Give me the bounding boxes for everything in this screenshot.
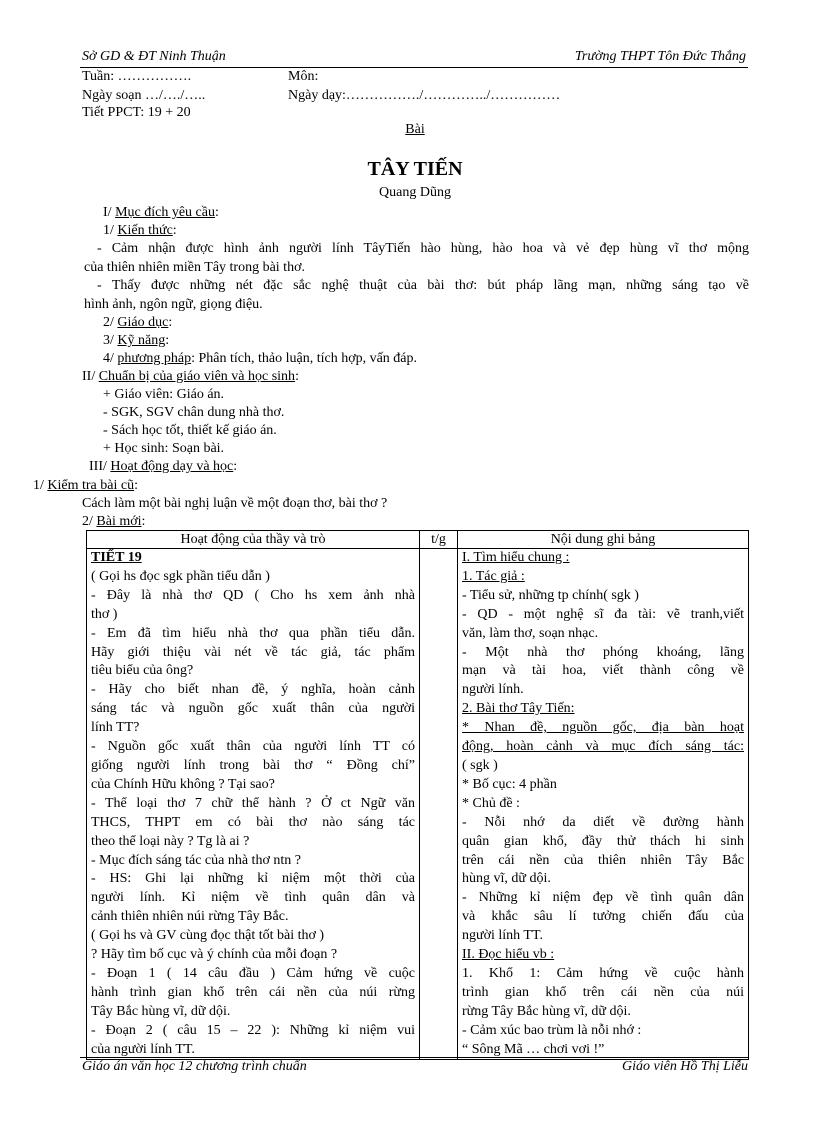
list-item: trình gian khổ trên cái nền của núi — [462, 984, 744, 1000]
prep-item-books: - SGK, SGV chân dung nhà thơ. — [103, 405, 285, 420]
info-week: Tuần: ……………. — [82, 69, 192, 84]
list-item: sáng tác và nguồn gốc xuất thân của người — [91, 701, 415, 717]
header-rule — [80, 67, 748, 68]
list-item: hùng vĩ, dữ dội. — [462, 871, 551, 887]
list-item: - Một nhà thơ phóng khoáng, lãng — [462, 644, 744, 660]
list-item: - Tiểu sử, những tp chính( sgk ) — [462, 587, 639, 603]
section-heading-overview: I. Tìm hiểu chung : — [462, 550, 570, 565]
header-board-content: Nội dung ghi bảng — [458, 531, 749, 549]
list-item: tiêu biểu của ông? — [91, 663, 194, 679]
knowledge-line-3: - Thấy được những nét đặc sắc nghệ thuật của bài thơ: bút pháp lãng mạn, những sáng tạo về — [97, 278, 749, 293]
lesson-table — [86, 530, 749, 1060]
list-item: - Cảm xúc bao trùm là nỗi nhớ : — [462, 1022, 642, 1038]
list-item: văn, làm thơ, soạn nhạc. — [462, 625, 599, 641]
method-line: 4/ phương pháp: Phân tích, thảo luận, tích hợp, vấn đáp. — [103, 351, 418, 366]
lesson-title: TÂY TIẾN — [367, 158, 463, 180]
list-item: - Nguồn gốc xuất thân của người lính TT có — [91, 739, 415, 755]
activities-cell — [87, 549, 420, 1060]
list-item: thơ ) — [91, 606, 118, 622]
knowledge-line-1: - Cảm nhận được hình ảnh người lính TâyTiến hào hùng, hào hoa và vẻ đẹp hùng vĩ thơ mộng — [97, 241, 749, 256]
list-item: người lính. Kỉ niệm về tình quân dân và — [91, 890, 415, 906]
list-item: của người lính TT. — [91, 1041, 195, 1057]
list-item: lính TT? — [91, 720, 140, 736]
info-prep-date: Ngày soạn …/…./….. — [82, 88, 206, 103]
list-item: - Đoạn 1 ( 14 câu đầu ) Cảm hứng về cuộc — [91, 965, 415, 981]
prep-item-student: + Học sinh: Soạn bài. — [103, 441, 225, 456]
list-item: “ Sông Mã … chơi vơi !” — [462, 1041, 605, 1057]
list-item: người lính. — [462, 682, 524, 698]
list-item: của Chính Hữu không ? Tại sao? — [91, 776, 275, 792]
list-item: - Mục đích sáng tác của nhà thơ ntn ? — [91, 852, 301, 868]
list-item: rừng Tây Bắc hùng vĩ, dữ dội. — [462, 1003, 631, 1019]
list-item: - Đoạn 2 ( câu 15 – 22 ): Những kỉ niệm vui — [91, 1022, 415, 1038]
info-period: Tiết PPCT: 19 + 20 — [82, 105, 191, 120]
list-item: - Thể loại thơ 7 chữ thể hành ? Ở ct Ngữ văn — [91, 795, 415, 811]
list-item: trên cái nền của thiên nhiên Tây Bắc — [462, 852, 744, 868]
list-item: - Em đã tìm hiểu nhà thơ qua phần tiểu dẫn. — [91, 625, 415, 641]
prep-heading: II/ Chuẩn bị của giáo viên và học sinh: — [82, 369, 299, 384]
list-item: Hãy giới thiệu vài nét về tác giả, tác phẩm — [91, 644, 415, 660]
objectives-heading: I/ Mục đích yêu cầu: — [103, 205, 219, 220]
footer-teacher: Giáo viên Hồ Thị Liễu — [622, 1059, 748, 1074]
list-item: theo thể loại này ? Tg là ai ? — [91, 833, 250, 849]
footer-course: Giáo án văn học 12 chương trình chuẩn — [82, 1059, 307, 1074]
activities-heading: III/ Hoạt động dạy và học: — [89, 459, 238, 474]
period-title: TIẾT 19 — [91, 550, 142, 565]
list-item: người lính TT. — [462, 928, 543, 944]
knowledge-line-2: của thiên nhiên miền Tây trong bài thơ. — [84, 260, 305, 275]
list-item: mạn và tài hoa, viết thành công về — [462, 663, 744, 679]
header-time: t/g — [420, 531, 458, 549]
board-content-cell — [458, 549, 749, 1060]
section-heading-reading: II. Đọc hiểu vb : — [462, 947, 555, 963]
header-school-name: Trường THPT Tôn Đức Thắng — [574, 49, 746, 64]
list-item: và khắc sâu lí tưởng chiến đấu của — [462, 909, 744, 925]
list-item: Tây Bắc hùng vĩ, dữ dội. — [91, 1003, 231, 1019]
table-row — [87, 549, 749, 1060]
list-item: * Nhan đề, nguồn gốc, địa bàn hoạt — [462, 720, 744, 736]
list-item: * Chủ đề : — [462, 795, 520, 811]
list-item: động, hoàn cảnh và mục đích sáng tác: — [462, 739, 744, 755]
list-item: - Những kỉ niệm đẹp về tình quân dân — [462, 890, 744, 906]
prep-item-materials: - Sách học tốt, thiết kế giáo án. — [103, 423, 277, 438]
list-item: - QD - một nghệ sĩ đa tài: vẽ tranh,viết — [462, 606, 744, 622]
subheading-author: 1. Tác giả : — [462, 568, 525, 584]
list-item: hành trình gian khổ trên cái nền của núi rừng — [91, 984, 415, 1000]
knowledge-line-4: hình ảnh, ngôn ngữ, giọng điệu. — [84, 297, 263, 312]
list-item: THCS, THPT em có bài thơ nào sáng tác — [91, 814, 415, 830]
subheading-poem: 2. Bài thơ Tây Tiến: — [462, 701, 575, 717]
list-item: - Hãy cho biết nhan đề, ý nghĩa, hoàn cảnh — [91, 682, 415, 698]
lesson-label: Bài — [405, 122, 425, 137]
review-question: Cách làm một bài nghị luận về một đoạn thơ, bài thơ ? — [82, 496, 388, 511]
list-item: - Đây là nhà thơ QD ( Cho hs xem ảnh nhà — [91, 587, 415, 603]
header-activities: Hoạt động của thầy và trò — [87, 531, 420, 549]
list-item: quân gian khổ, đầy thử thách hi sinh — [462, 833, 744, 849]
education-heading: 2/ Giáo dục: — [103, 315, 173, 330]
new-lesson-heading: 2/ Bài mới: — [82, 514, 146, 529]
list-item: - HS: Ghi lại những kỉ niệm một thời của — [91, 871, 415, 887]
header-school-dept: Sở GD & ĐT Ninh Thuận — [82, 49, 226, 64]
list-item: ( Gọi hs đọc sgk phần tiểu dẫn ) — [91, 568, 270, 584]
list-item: 1. Khổ 1: Cảm hứng về cuộc hành — [462, 965, 744, 981]
footer-rule — [80, 1057, 748, 1058]
list-item: giống người lính trong bài thơ “ Đồng chí” — [91, 757, 415, 773]
list-item: * Bố cục: 4 phần — [462, 776, 557, 792]
knowledge-heading: 1/ Kiến thức: — [103, 223, 177, 238]
list-item: ( Gọi hs và GV cùng đọc thật tốt bài thơ ) — [91, 928, 325, 944]
list-item: - Nỗi nhớ da diết về đường hành — [462, 814, 744, 830]
info-teach-date: Ngày dạy:……………./…………../…………… — [288, 88, 561, 103]
list-item: ( sgk ) — [462, 757, 498, 773]
list-item: cảnh thiên nhiên núi rừng Tây Bắc. — [91, 909, 289, 925]
info-subject: Môn: — [288, 69, 319, 84]
table-header-row — [87, 531, 749, 549]
lesson-author: Quang Dũng — [379, 185, 451, 200]
skills-heading: 3/ Kỹ năng: — [103, 333, 170, 348]
time-cell — [420, 549, 458, 1060]
review-heading: 1/ Kiểm tra bài cũ: — [33, 478, 138, 493]
list-item: ? Hãy tìm bố cục và ý chính của mỗi đoạn ? — [91, 947, 338, 963]
prep-item-teacher: + Giáo viên: Giáo án. — [103, 387, 225, 402]
